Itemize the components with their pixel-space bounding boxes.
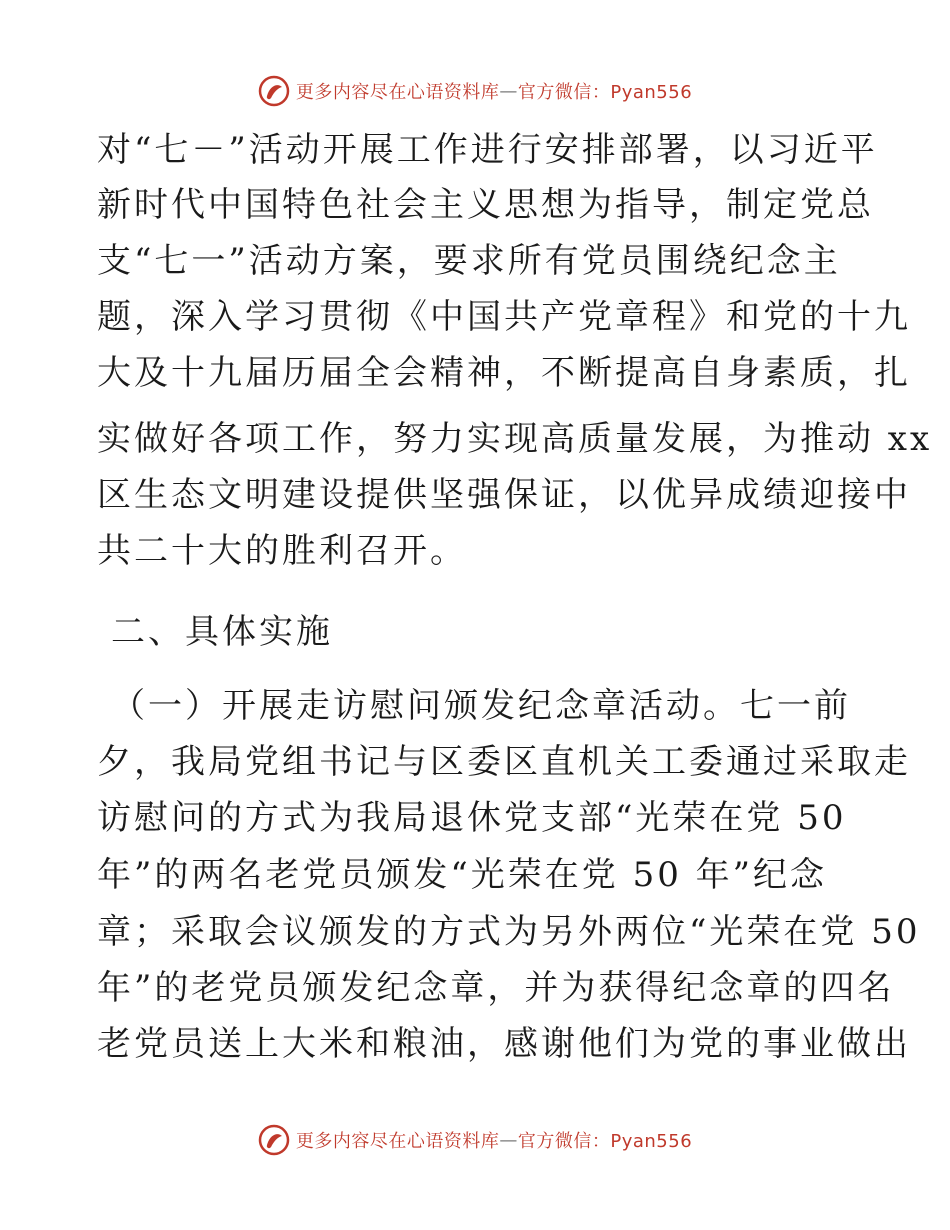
banner-separator: — [499,1129,518,1151]
body-line: 访慰问的方式为我局退休党支部“光荣在党 50 [97,798,847,838]
body-line: 共二十大的胜利召开。 [97,531,467,571]
banner-main-text: 更多内容尽在心语资料库 [295,82,500,103]
section-heading: 二、具体实施 [111,612,333,652]
body-line: 章；采取会议颁发的方式为另外两位“光荣在党 50 [97,912,921,952]
body-line: 新时代中国特色社会主义思想为指导，制定党总 [97,185,874,225]
body-line: 对“七－”活动开展工作进行安排部署，以习近平 [97,130,878,170]
body-line: 区生态文明建设提供坚强保证，以优异成绩迎接中 [97,475,911,515]
banner-main-text: 更多内容尽在心语资料库 [295,1131,500,1152]
header-watermark-banner [0,73,950,109]
banner-separator: — [499,80,518,102]
body-line: （一）开展走访慰问颁发纪念章活动。七一前 [111,686,851,726]
body-line: 夕，我局党组书记与区委区直机关工委通过采取走 [97,742,911,782]
footer-watermark-banner [0,1122,950,1158]
body-line: 支“七一”活动方案，要求所有党员围绕纪念主 [97,241,841,281]
banner-wechat-text: 官方微信：Pyan556 [517,1131,693,1152]
body-line: 实做好各项工作，努力实现高质量发展，为推动 xx [97,419,933,459]
body-line: 老党员送上大米和粮油，感谢他们为党的事业做出 [97,1024,911,1064]
brand-logo-icon [258,75,290,107]
body-line: 题，深入学习贯彻《中国共产党章程》和党的十九 [97,297,911,337]
body-line: 年”的两名老党员颁发“光荣在党 50 年”纪念 [97,855,828,895]
banner-wechat-text: 官方微信：Pyan556 [517,82,693,103]
body-line: 大及十九届历届全会精神，不断提高自身素质，扎 [97,353,911,393]
brand-logo-icon [258,1124,290,1156]
body-line: 年”的老党员颁发纪念章，并为获得纪念章的四名 [97,968,895,1008]
